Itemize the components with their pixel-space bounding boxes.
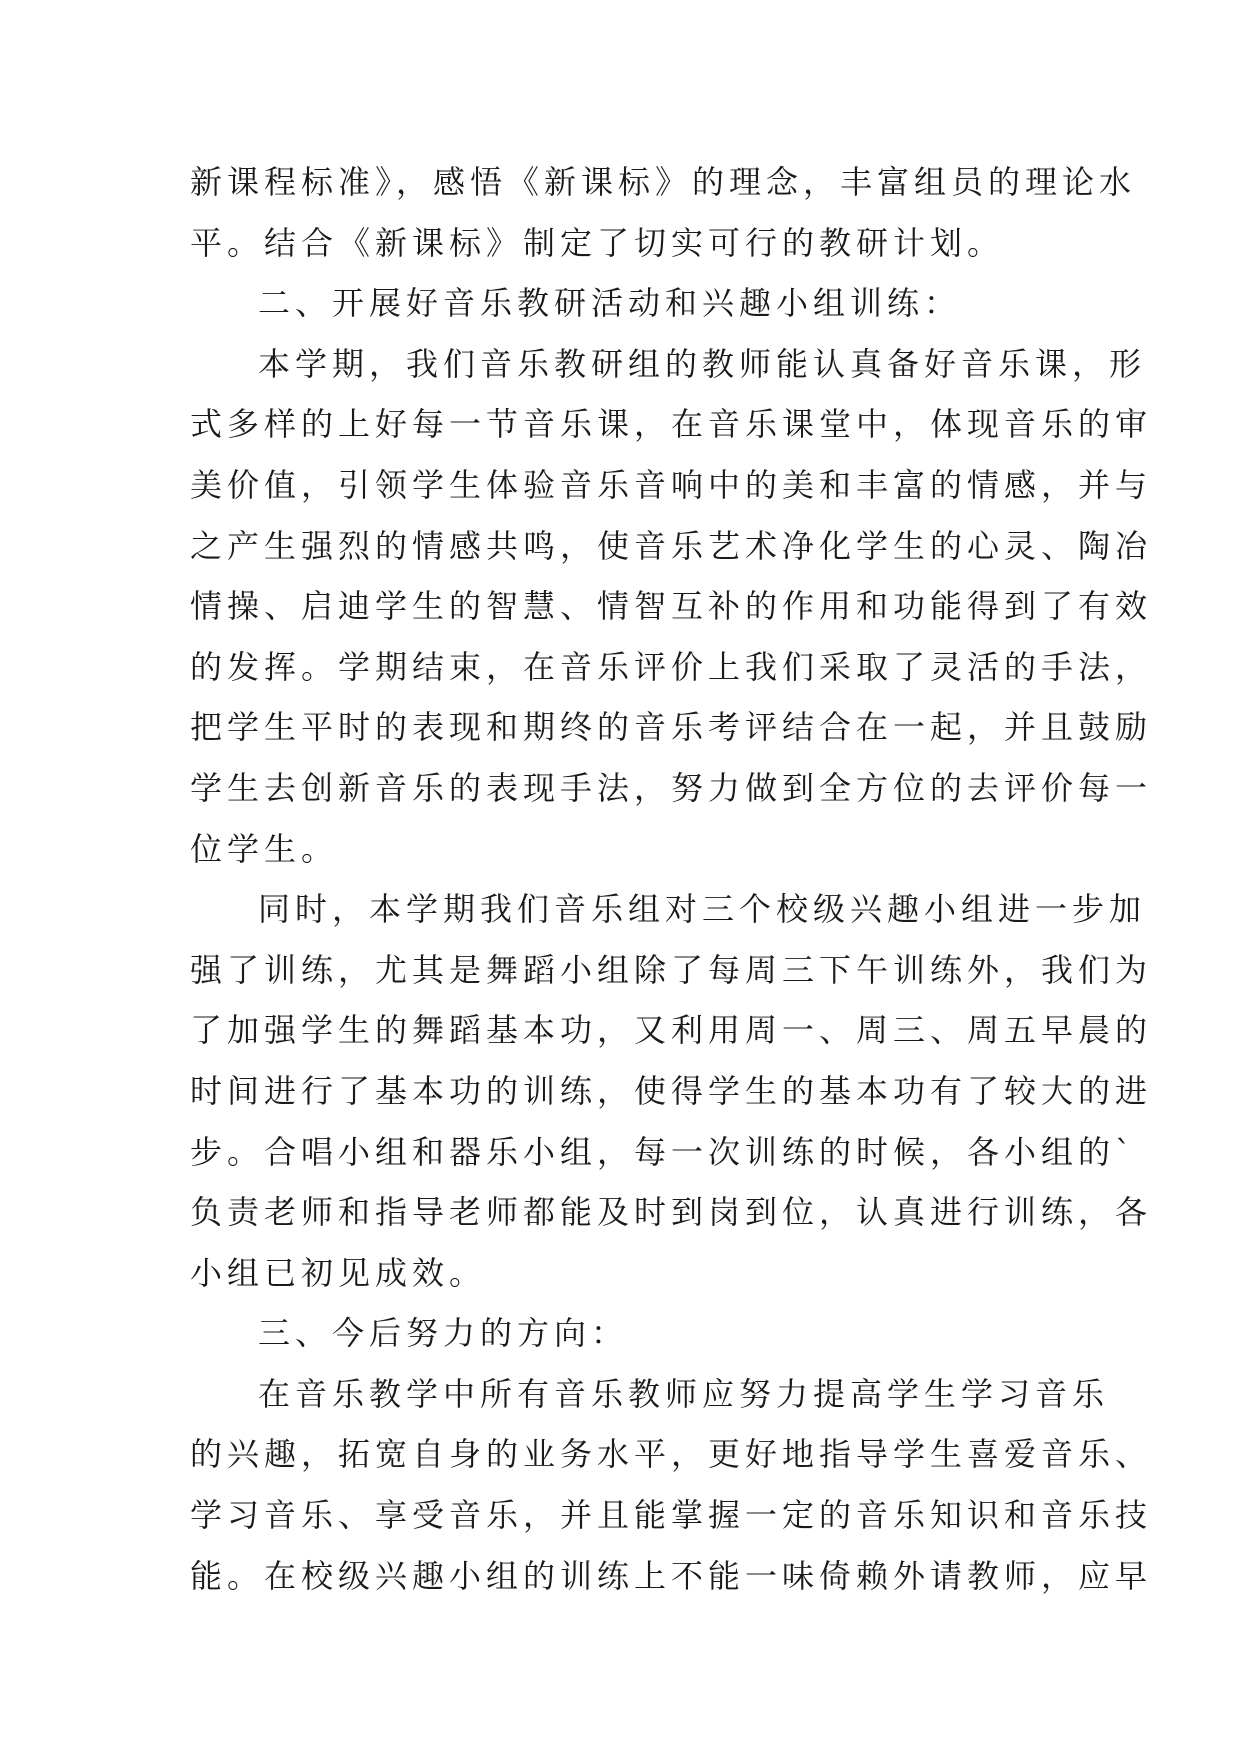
text-line: 学习音乐、享受音乐，并且能掌握一定的音乐知识和音乐技 bbox=[190, 1496, 1153, 1535]
text-line: 式多样的上好每一节音乐课，在音乐课堂中，体现音乐的审 bbox=[190, 405, 1153, 444]
document-body bbox=[190, 152, 1153, 1606]
text-line: 平。结合《新课标》制定了切实可行的教研计划。 bbox=[190, 223, 1005, 262]
text-line: 的兴趣，拓宽自身的业务水平，更好地指导学生喜爱音乐、 bbox=[190, 1435, 1153, 1474]
text-line: 能。在校级兴趣小组的训练上不能一味倚赖外请教师，应早 bbox=[190, 1556, 1153, 1595]
text-line: 小组已初见成效。 bbox=[190, 1253, 487, 1292]
text-line: 强了训练，尤其是舞蹈小组除了每周三下午训练外，我们为 bbox=[190, 950, 1153, 989]
text-line: 位学生。 bbox=[190, 829, 339, 868]
text-line: 把学生平时的表现和期终的音乐考评结合在一起，并且鼓励 bbox=[190, 708, 1153, 747]
text-line: 的发挥。学期结束，在音乐评价上我们采取了灵活的手法， bbox=[190, 647, 1153, 686]
text-line: 之产生强烈的情感共鸣，使音乐艺术净化学生的心灵、陶冶 bbox=[190, 526, 1153, 565]
section-heading-3: 三、今后努力的方向： bbox=[258, 1314, 629, 1353]
text-line: 本学期，我们音乐教研组的教师能认真备好音乐课，形 bbox=[258, 344, 1147, 383]
text-line: 时间进行了基本功的训练，使得学生的基本功有了较大的进 bbox=[190, 1071, 1153, 1110]
text-line: 在音乐教学中所有音乐教师应努力提高学生学习音乐 bbox=[258, 1374, 1110, 1413]
text-line: 同时，本学期我们音乐组对三个校级兴趣小组进一步加 bbox=[258, 890, 1147, 929]
text-line: 步。合唱小组和器乐小组，每一次训练的时候，各小组的` bbox=[190, 1132, 1137, 1171]
text-line: 负责老师和指导老师都能及时到岗到位，认真进行训练，各 bbox=[190, 1193, 1153, 1232]
text-line: 新课程标准》，感悟《新课标》的理念，丰富组员的理论水 bbox=[190, 163, 1137, 201]
text-line: 情操、启迪学生的智慧、情智互补的作用和功能得到了有效 bbox=[190, 587, 1153, 626]
text-line: 了加强学生的舞蹈基本功，又利用周一、周三、周五早晨的 bbox=[190, 1011, 1153, 1050]
text-line: 学生去创新音乐的表现手法，努力做到全方位的去评价每一 bbox=[190, 768, 1153, 807]
section-heading-2: 二、开展好音乐教研活动和兴趣小组训练： bbox=[258, 284, 962, 323]
text-line: 美价值，引领学生体验音乐音响中的美和丰富的情感，并与 bbox=[190, 465, 1153, 504]
